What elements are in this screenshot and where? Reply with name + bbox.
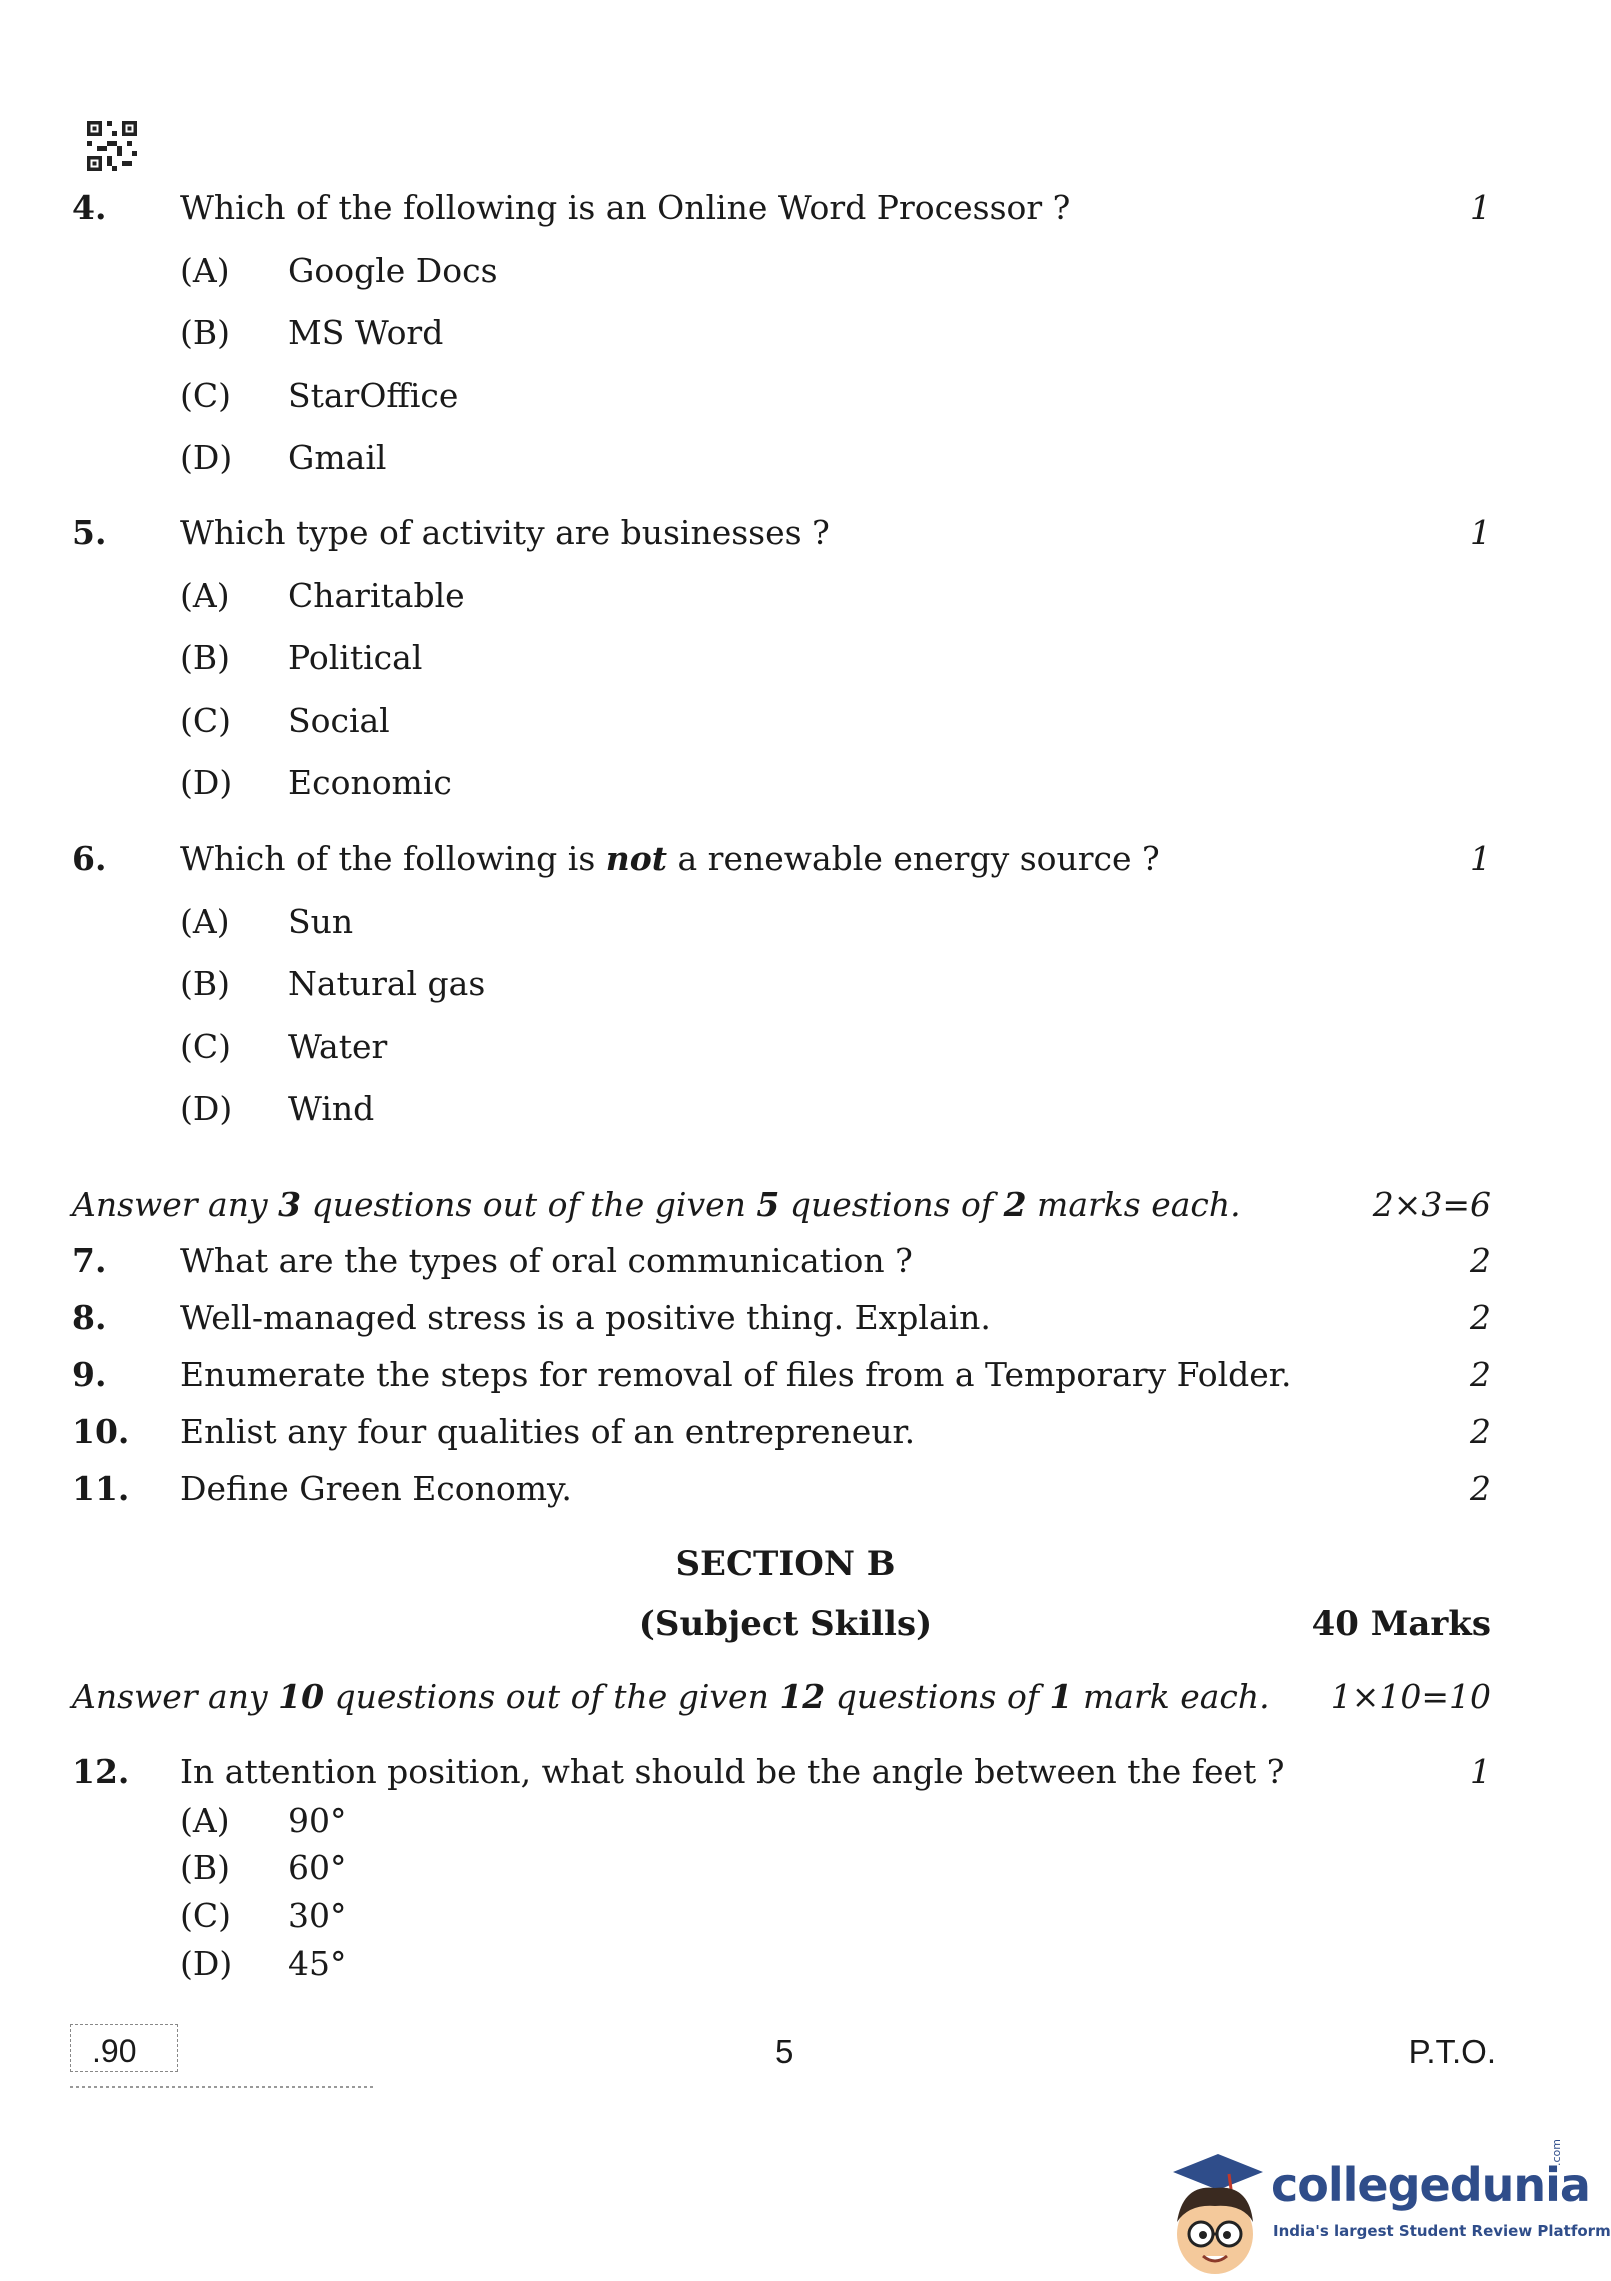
instruction-marks: 2×3=6 [1372, 1185, 1491, 1224]
option-text: 45° [288, 1944, 347, 1983]
question-number: 9. [72, 1355, 107, 1394]
question-text: Enlist any four qualities of an entrepreneur. [180, 1412, 916, 1451]
option-text: 90° [288, 1801, 347, 1840]
pto-label: P.T.O. [1408, 2033, 1496, 2070]
option-text: MS Word [288, 313, 444, 352]
option-letter: (B) [180, 313, 230, 352]
mascot-icon [1163, 2152, 1273, 2277]
question-number: 10. [72, 1412, 130, 1451]
question-number: 6. [72, 839, 107, 878]
question-text: Which of the following is an Online Word Processor ? [180, 188, 1071, 227]
section-b-title: SECTION B [675, 1544, 896, 1584]
option-text: Wind [288, 1089, 375, 1128]
question-marks: 1 [1470, 513, 1491, 552]
page-number: 5 [775, 2033, 794, 2070]
option-letter: (B) [180, 638, 230, 677]
question-marks: 1 [1470, 839, 1491, 878]
option-letter: (B) [180, 1848, 230, 1887]
option-letter: (D) [180, 1089, 233, 1128]
instruction-number: 5 [756, 1185, 780, 1224]
instruction-one-mark [72, 1677, 1270, 1716]
question-text: Well-managed stress is a positive thing. Explain. [180, 1298, 991, 1337]
instruction-text: questions out of the given [301, 1185, 757, 1224]
option-letter: (A) [180, 576, 230, 615]
option-text: StarOffice [288, 376, 459, 415]
option-text: Economic [288, 763, 452, 802]
instruction-number: 2 [1003, 1185, 1027, 1224]
option-text: Sun [288, 902, 354, 941]
option-text: Gmail [288, 438, 387, 477]
instruction-number: 10 [278, 1677, 325, 1716]
option-letter: (D) [180, 763, 233, 802]
instruction-text: mark each. [1072, 1677, 1270, 1716]
instruction-number: 1 [1049, 1677, 1073, 1716]
question-marks: 2 [1470, 1412, 1491, 1451]
instruction-text: marks each. [1026, 1185, 1241, 1224]
question-text: Which type of activity are businesses ? [180, 513, 830, 552]
question-text-part: a renewable energy source ? [667, 839, 1160, 878]
question-marks: 1 [1470, 1752, 1491, 1791]
question-marks: 2 [1470, 1469, 1491, 1508]
option-letter: (B) [180, 964, 230, 1003]
question-text [180, 839, 1160, 878]
option-letter: (A) [180, 251, 230, 290]
question-number: 12. [72, 1752, 130, 1791]
option-text: 60° [288, 1848, 347, 1887]
logo-tagline: India's largest Student Review Platform [1273, 2222, 1611, 2240]
option-text: 30° [288, 1896, 347, 1935]
question-number: 7. [72, 1241, 107, 1280]
option-letter: (C) [180, 701, 231, 740]
instruction-number: 3 [278, 1185, 302, 1224]
question-marks: 2 [1470, 1298, 1491, 1337]
option-text: Political [288, 638, 423, 677]
section-b-subtitle: (Subject Skills) [638, 1604, 933, 1644]
option-text: Natural gas [288, 964, 486, 1003]
dotted-divider [70, 2086, 376, 2088]
question-number: 8. [72, 1298, 107, 1337]
option-text: Social [288, 701, 390, 740]
option-text: Google Docs [288, 251, 498, 290]
option-letter: (A) [180, 1801, 230, 1840]
option-letter: (C) [180, 1896, 231, 1935]
question-text: Enumerate the steps for removal of files from a Temporary Folder. [180, 1355, 1292, 1394]
instruction-text: questions of [825, 1677, 1050, 1716]
question-text: In attention position, what should be the angle between the feet ? [180, 1752, 1285, 1791]
question-number: 4. [72, 188, 107, 227]
option-letter: (C) [180, 376, 231, 415]
paper-code: .90 [92, 2033, 137, 2069]
qr-code-icon [87, 120, 137, 172]
instruction-text: Answer any [72, 1677, 279, 1716]
instruction-marks: 1×10=10 [1330, 1677, 1491, 1716]
option-letter: (D) [180, 1944, 233, 1983]
logo-wordmark: collegedunia [1271, 2158, 1590, 2212]
instruction-text: questions of [779, 1185, 1004, 1224]
option-letter: (A) [180, 902, 230, 941]
question-number: 5. [72, 513, 107, 552]
instruction-text: questions out of the given [324, 1677, 780, 1716]
question-marks: 2 [1470, 1241, 1491, 1280]
collegedunia-logo [1163, 2139, 1611, 2277]
option-letter: (D) [180, 438, 233, 477]
question-marks: 1 [1470, 188, 1491, 227]
question-text: What are the types of oral communication ? [180, 1241, 913, 1280]
section-b-marks: 40 Marks [1311, 1604, 1491, 1644]
instruction-number: 12 [779, 1677, 826, 1716]
option-text: Charitable [288, 576, 465, 615]
logo-domain: .com [1550, 2139, 1563, 2166]
option-letter: (C) [180, 1027, 231, 1066]
question-text: Define Green Economy. [180, 1469, 572, 1508]
option-text: Water [288, 1027, 388, 1066]
instruction-text: Answer any [72, 1185, 279, 1224]
emphasis-not: not [605, 839, 668, 878]
instruction-two-marks [72, 1185, 1241, 1224]
question-number: 11. [72, 1469, 130, 1508]
question-marks: 2 [1470, 1355, 1491, 1394]
question-text-part: Which of the following is [180, 839, 606, 878]
